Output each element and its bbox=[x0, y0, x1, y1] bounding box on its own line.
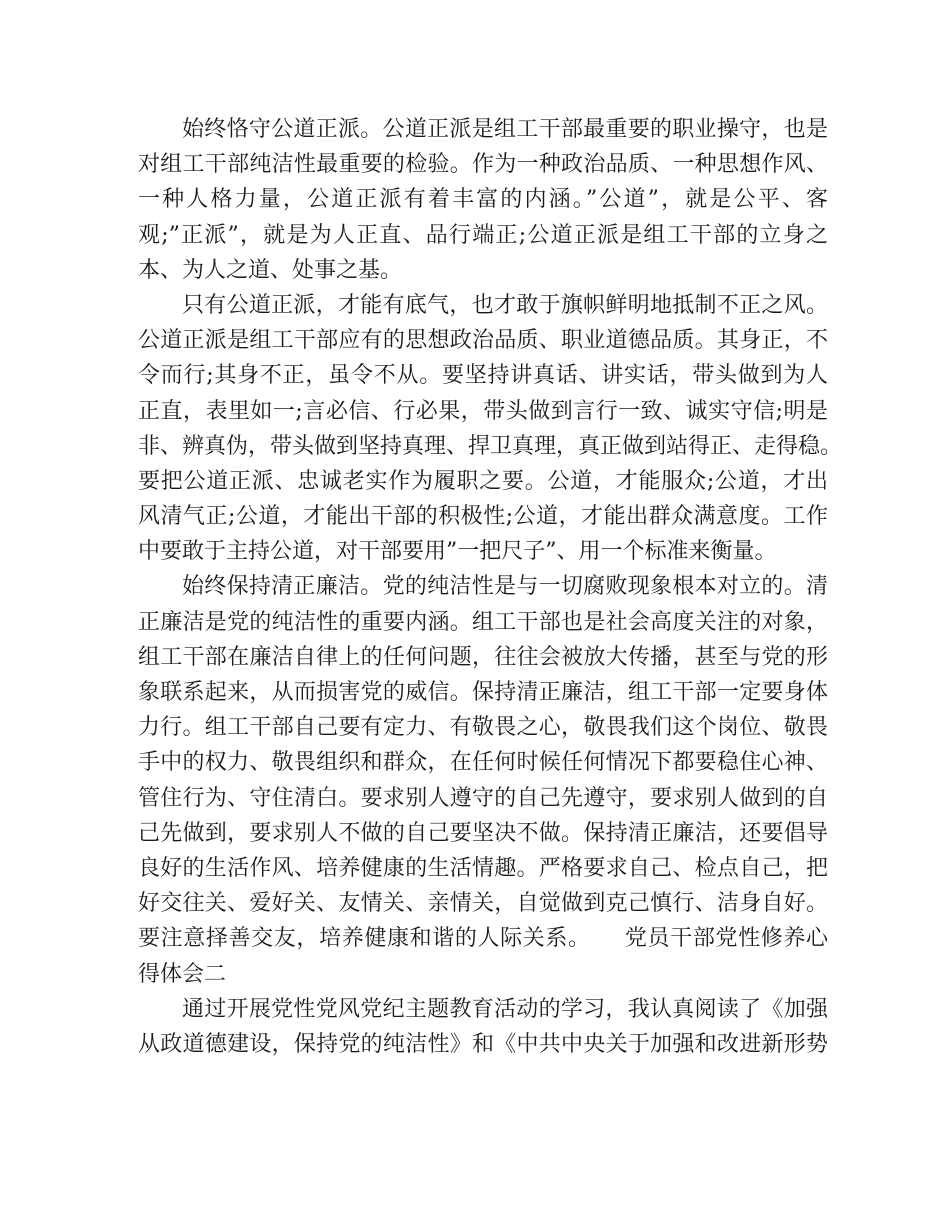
text-line: 一种人格力量，公道正派有着丰富的内涵。”公道”，就是公平、客 bbox=[138, 187, 828, 213]
text-line: 对组工干部纯洁性最重要的检验。作为一种政治品质、一种思想作风、 bbox=[138, 152, 828, 178]
text-line: 始终保持清正廉洁。党的纯洁性是与一切腐败现象根本对立的。清 bbox=[182, 574, 828, 600]
text-line: 好交往关、爱好关、友情关、亲情关，自觉做到克己慎行、洁身自好。 bbox=[138, 891, 828, 917]
text-line: 得体会二 bbox=[138, 961, 227, 987]
text-line: 非、辨真伪，带头做到坚持真理、捍卫真理，真正做到站得正、走得稳。 bbox=[138, 433, 843, 459]
text-line: 手中的权力、敬畏组织和群众，在任何时候任何情况下都要稳住心神、 bbox=[138, 750, 828, 776]
text-line: 力行。组工干部自己要有定力、有敬畏之心，敬畏我们这个岗位、敬畏 bbox=[138, 715, 828, 741]
document-body bbox=[138, 112, 843, 1062]
text-line: 令而行;其身不正，虽令不从。要坚持讲真话、讲实话，带头做到为人 bbox=[138, 363, 828, 389]
text-line: 只有公道正派，才能有底气，也才敢于旗帜鲜明地抵制不正之风。 bbox=[182, 292, 828, 318]
text-line: 正廉洁是党的纯洁性的重要内涵。组工干部也是社会高度关注的对象， bbox=[138, 609, 828, 635]
text-line: 己先做到，要求别人不做的自己要坚决不做。保持清正廉洁，还要倡导 bbox=[138, 820, 828, 846]
text-line: 正直，表里如一;言必信、行必果，带头做到言行一致、诚实守信;明是 bbox=[138, 398, 828, 424]
text-line: 良好的生活作风、培养健康的生活情趣。严格要求自己、检点自己，把 bbox=[138, 855, 828, 881]
text-line: 本、为人之道、处事之基。 bbox=[138, 257, 403, 283]
text-line: 观;”正派”，就是为人正直、品行端正;公道正派是组工干部的立身之 bbox=[138, 222, 828, 248]
text-line: 中要敢于主持公道，对干部要用”一把尺子”、用一个标准来衡量。 bbox=[138, 539, 777, 565]
text-line: 要把公道正派、忠诚老实作为履职之要。公道，才能服众;公道，才出 bbox=[138, 468, 828, 494]
text-line: 始终恪守公道正派。公道正派是组工干部最重要的职业操守，也是 bbox=[182, 117, 828, 142]
text-line: 管住行为、守住清白。要求别人遵守的自己先遵守，要求别人做到的自 bbox=[138, 785, 828, 811]
text-line: 风清气正;公道，才能出干部的积极性;公道，才能出群众满意度。工作 bbox=[138, 504, 828, 530]
text-line: 从政道德建设，保持党的纯洁性》和《中共中央关于加强和改进新形势 bbox=[138, 1031, 828, 1057]
text-line: 象联系起来，从而损害党的威信。保持清正廉洁，组工干部一定要身体 bbox=[138, 680, 828, 705]
text-line: 公道正派是组工干部应有的思想政治品质、职业道德品质。其身正，不 bbox=[138, 328, 828, 354]
text-line: 组工干部在廉洁自律上的任何问题，往往会被放大传播，甚至与党的形 bbox=[138, 644, 828, 670]
text-line: 通过开展党性党风党纪主题教育活动的学习，我认真阅读了《加强 bbox=[182, 996, 828, 1022]
text-line: 要注意择善交友，培养健康和谐的人际关系。 党员干部党性修养心 bbox=[138, 926, 828, 952]
